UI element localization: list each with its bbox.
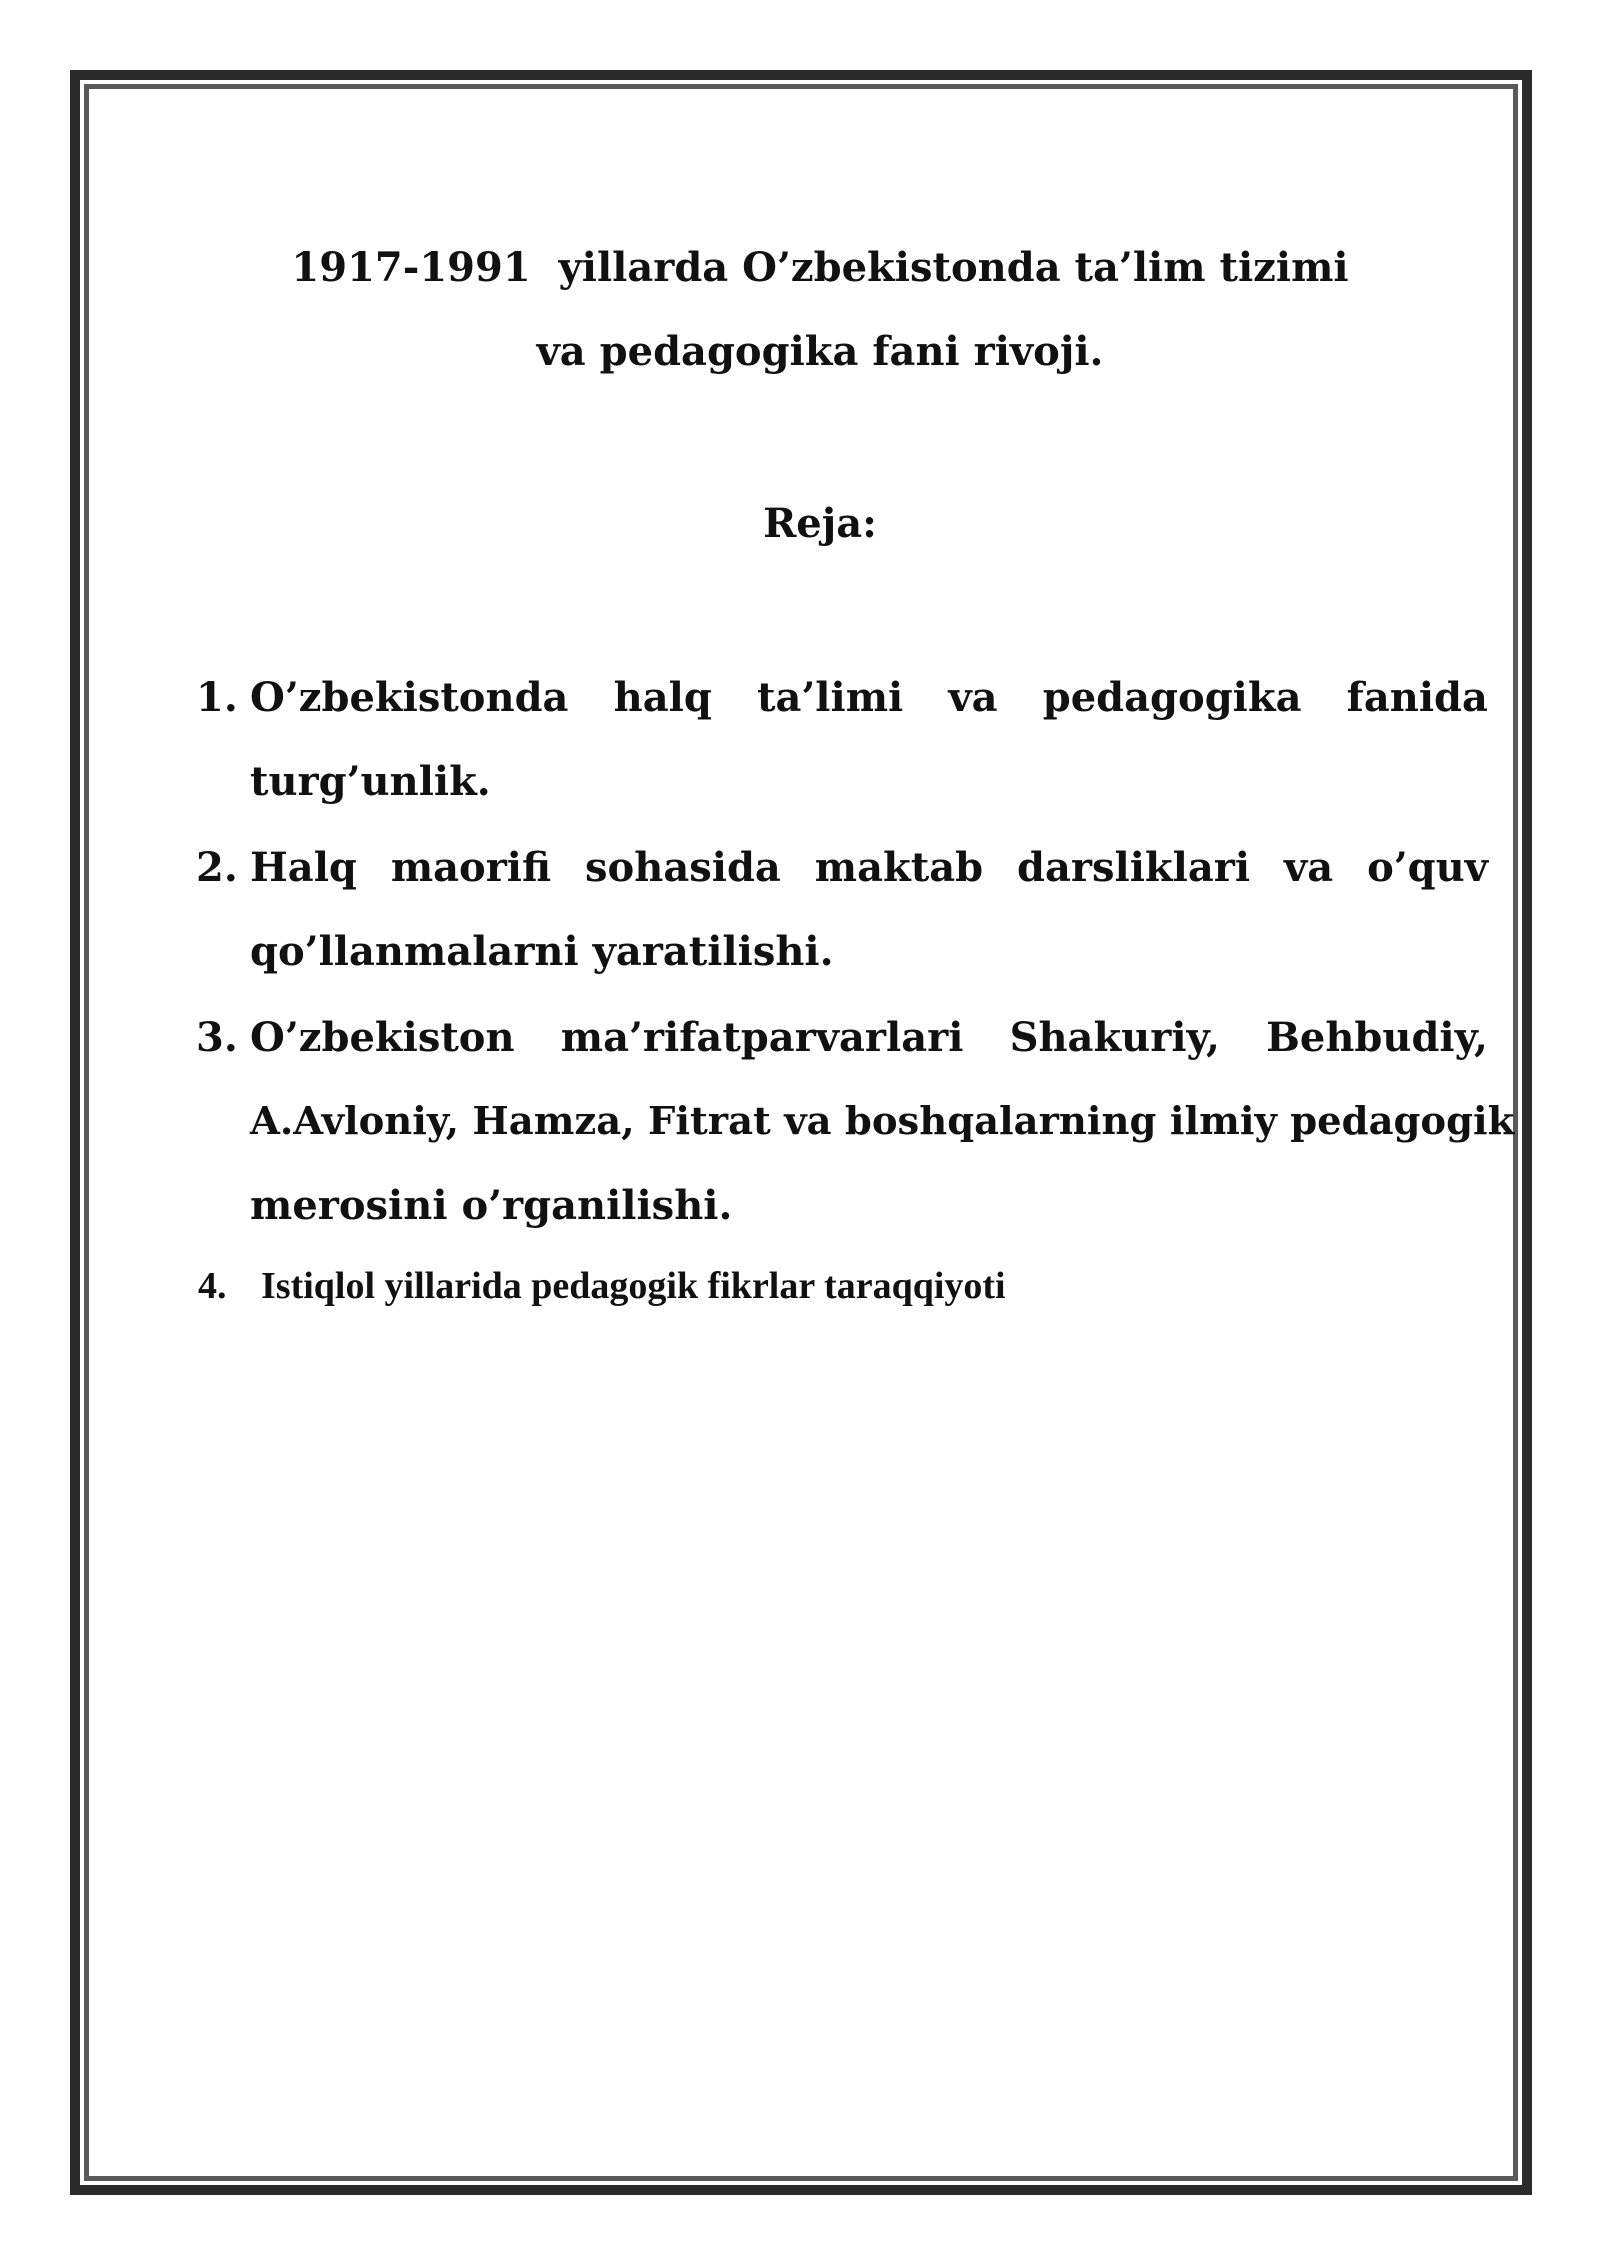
plan-item-text: Istiqlol yillarida pedagogik fikrlar taraqqiyoti: [261, 1265, 1006, 1307]
word: sohasida: [585, 844, 781, 891]
word: O’zbekistonda: [250, 674, 569, 721]
plan-item-line: merosini o’rganilishi.: [250, 1182, 733, 1229]
plan-item-line: [250, 1008, 1488, 1068]
plan-item-line: A.Avloniy, Hamza, Fitrat va boshqalarning ilmiy pedagogik: [250, 1099, 1515, 1144]
word: maorifi: [390, 844, 552, 891]
word: halq: [613, 674, 712, 721]
word: ta’limi: [756, 674, 904, 721]
word: va: [1283, 844, 1334, 891]
plan-item-line: [250, 668, 1488, 728]
plan-item-line: [250, 838, 1488, 898]
word: Halq: [250, 844, 357, 891]
word: va: [948, 674, 998, 721]
plan-item-number: 2.: [196, 844, 238, 891]
plan-item-number: 3.: [196, 1014, 238, 1061]
plan-item-number: 4.: [198, 1265, 227, 1307]
word: maktab: [814, 844, 984, 891]
word: Shakuriy,: [1009, 1014, 1220, 1061]
word: pedagogika: [1042, 674, 1302, 721]
word: darsliklari: [1017, 844, 1251, 891]
document-title-line-1: 1917-1991 yillarda O’zbekistonda ta’lim tizimi: [291, 244, 1349, 291]
plan-item-line: turg’unlik.: [250, 758, 491, 805]
document-title-line-2: va pedagogika fani rivoji.: [536, 328, 1104, 375]
plan-heading: Reja:: [763, 500, 877, 547]
plan-item-number: 1.: [196, 674, 238, 721]
word: o’quv: [1367, 844, 1488, 891]
word: O’zbekiston: [250, 1014, 515, 1061]
word: fanida: [1346, 674, 1488, 721]
word: Behbudiy,: [1266, 1014, 1488, 1061]
plan-item-line: qo’llanmalarni yaratilishi.: [250, 928, 834, 975]
word: ma’rifatparvarlari: [560, 1014, 964, 1061]
